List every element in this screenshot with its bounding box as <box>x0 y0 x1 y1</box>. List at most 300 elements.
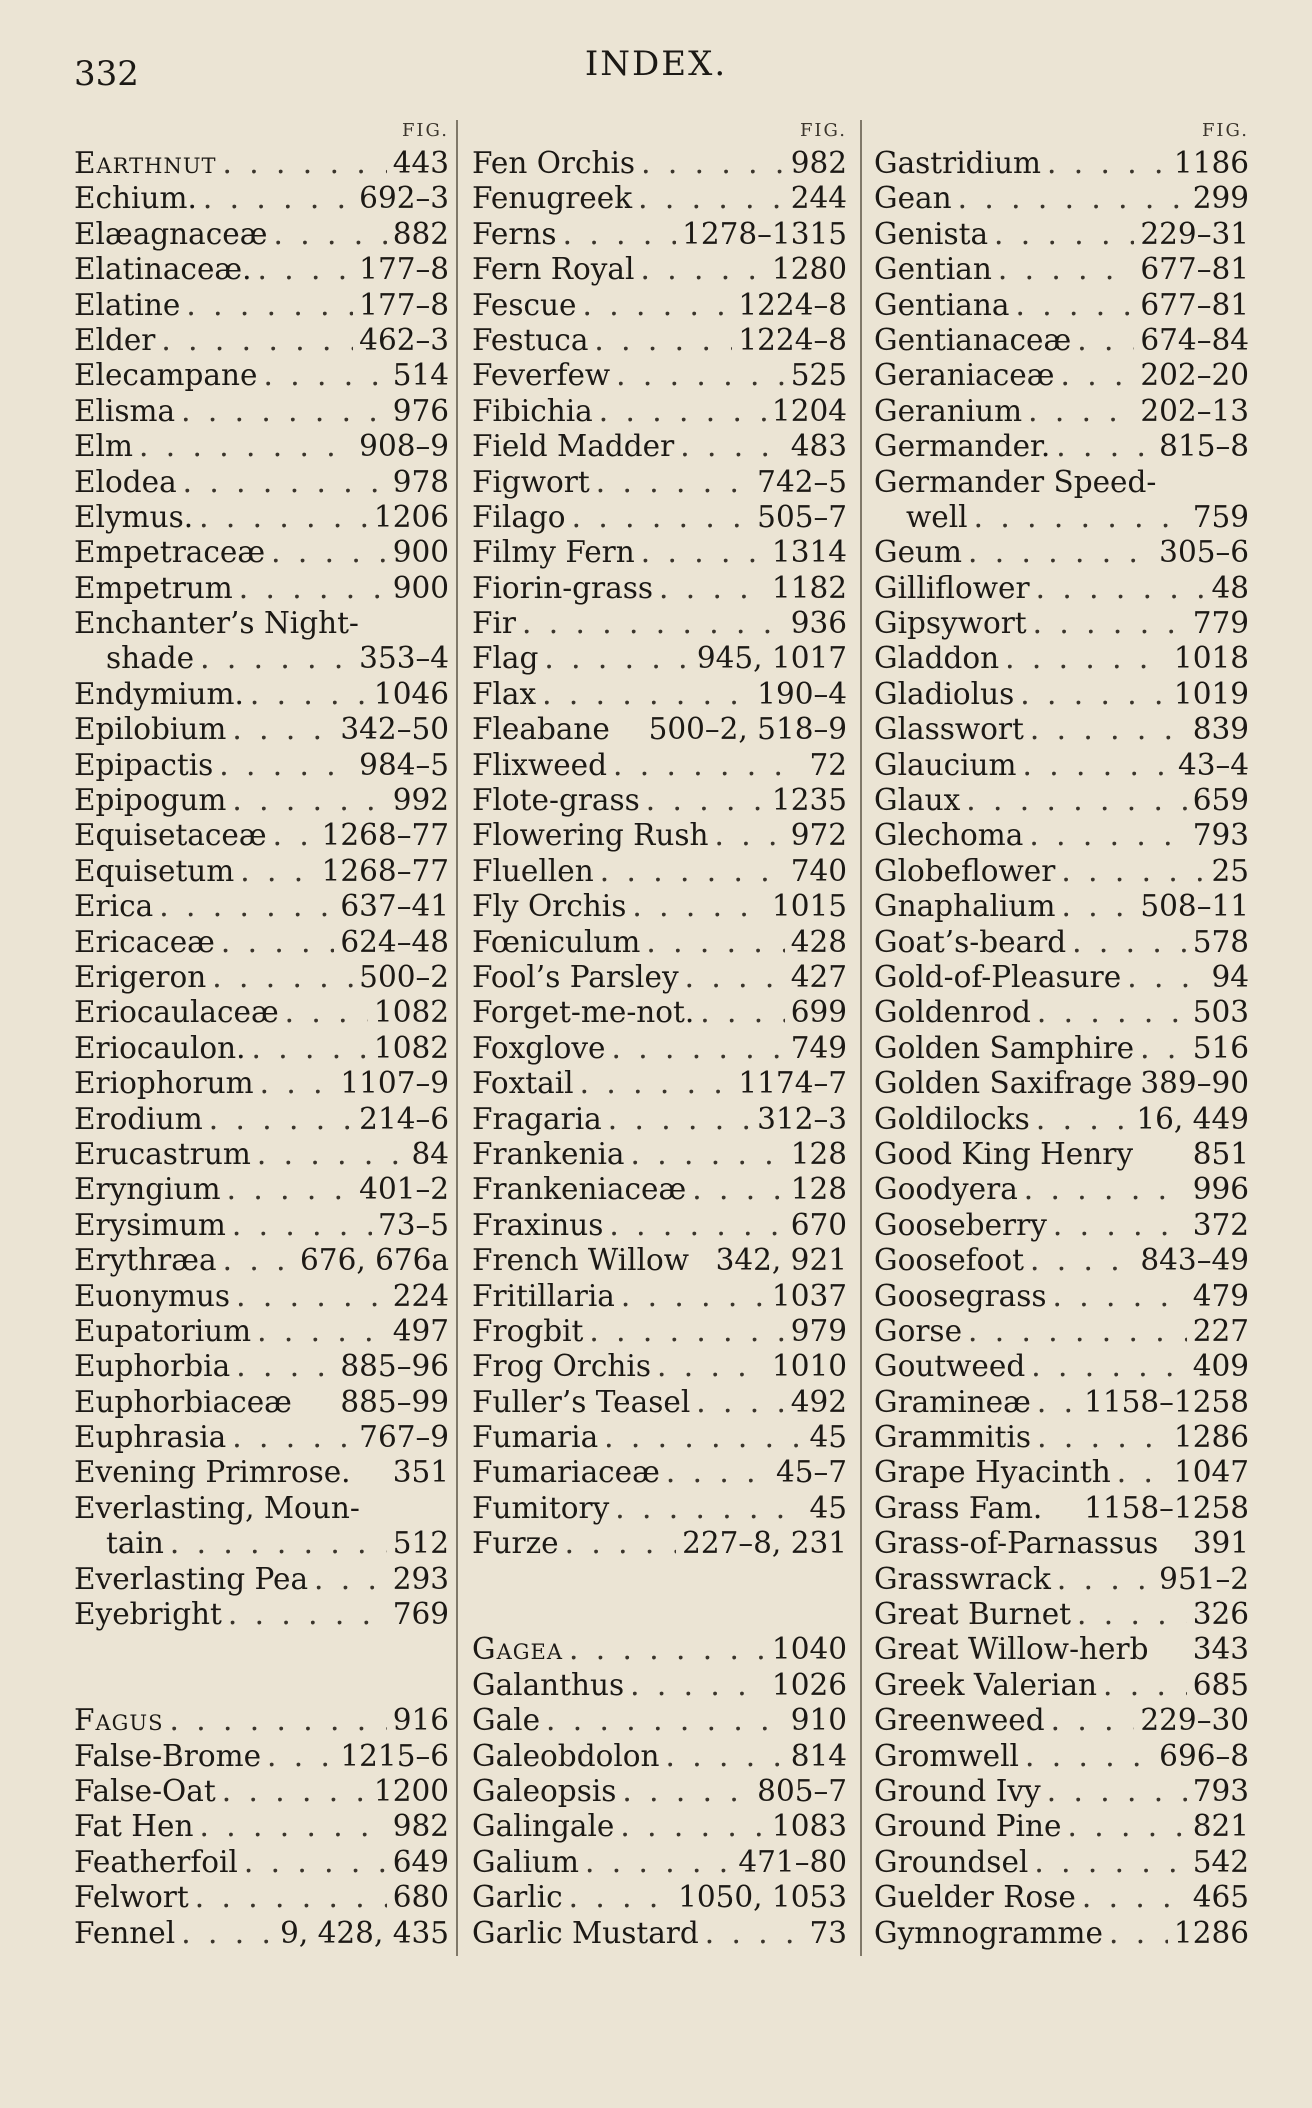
dot-leader <box>589 1314 784 1349</box>
dot-leader <box>974 500 1187 535</box>
index-entry <box>74 1597 449 1632</box>
index-entry <box>74 217 449 252</box>
index-term: Goldenrod <box>874 995 1031 1030</box>
index-entry <box>874 146 1249 181</box>
index-entry <box>74 889 449 924</box>
dot-leader <box>594 323 732 358</box>
dot-leader <box>161 323 353 358</box>
column-rule <box>860 120 862 1956</box>
dot-leader <box>705 1916 804 1951</box>
index-entry <box>74 1385 449 1420</box>
index-entry <box>74 535 449 570</box>
dot-leader <box>1103 1668 1187 1703</box>
index-term: Figwort <box>472 464 590 499</box>
dot-leader <box>1028 394 1134 429</box>
dot-leader <box>244 1845 387 1880</box>
index-entry <box>874 641 1249 676</box>
index-term: Flag <box>472 641 539 676</box>
index-term: Eriophorum <box>74 1066 254 1101</box>
index-entry <box>874 1420 1249 1455</box>
figure-reference: 1278–1315 <box>682 216 847 251</box>
dot-leader <box>170 1703 387 1738</box>
index-entry <box>874 1916 1249 1951</box>
dot-leader <box>181 1916 274 1951</box>
figure-reference: 1026 <box>771 1667 847 1702</box>
index-entry <box>74 1739 449 1774</box>
figure-reference: 1224–8 <box>738 287 847 322</box>
figure-reference: 343 <box>1192 1632 1249 1667</box>
index-term: Erica <box>74 889 154 924</box>
figure-reference: 793 <box>1192 818 1249 853</box>
figure-reference: 503 <box>1192 995 1249 1030</box>
figure-reference: 1047 <box>1173 1455 1249 1490</box>
index-term: Elymus. <box>74 499 194 534</box>
index-term: Fat Hen <box>74 1809 194 1844</box>
dot-leader <box>968 535 1153 570</box>
index-entry <box>472 1916 847 1951</box>
index-term: Glaux <box>874 783 961 818</box>
figure-reference: 769 <box>392 1597 449 1632</box>
index-term: Ericaceæ <box>74 924 215 959</box>
dot-leader <box>966 783 1186 818</box>
figure-reference: 465 <box>1192 1880 1249 1915</box>
index-entry <box>874 288 1249 323</box>
dot-leader <box>563 217 677 252</box>
index-entry <box>74 429 449 464</box>
index-entry <box>74 925 449 960</box>
index-entry <box>74 1102 449 1137</box>
dot-leader <box>632 889 766 924</box>
dot-leader <box>273 818 316 853</box>
dot-leader <box>1053 1279 1187 1314</box>
index-term: Gramineæ <box>874 1384 1031 1419</box>
index-term: Glaucium <box>874 747 1017 782</box>
index-term: Everlasting Pea <box>74 1561 309 1596</box>
index-term: Geranium <box>874 393 1023 428</box>
dot-leader <box>250 677 368 712</box>
index-entry <box>472 1491 847 1526</box>
dot-leader <box>613 748 803 783</box>
index-term: Garlic Mustard <box>472 1915 699 1950</box>
index-term: Gilliflower <box>874 570 1030 605</box>
dot-leader <box>994 217 1134 252</box>
index-term: Fen Orchis <box>472 146 636 180</box>
index-entry <box>874 1739 1249 1774</box>
index-term: Fagus <box>74 1703 164 1738</box>
index-term: Galeobdolon <box>472 1738 660 1773</box>
dot-leader <box>666 1739 785 1774</box>
figure-reference: 9, 428, 435 <box>280 1915 449 1950</box>
index-entry <box>874 1279 1249 1314</box>
index-term: Echium. <box>74 181 197 216</box>
dot-leader <box>221 925 335 960</box>
figure-reference: 45 <box>809 1490 847 1525</box>
index-term: Gooseberry <box>874 1207 1047 1242</box>
figure-reference: 500–2 <box>359 959 449 994</box>
index-entry <box>74 1845 449 1880</box>
figure-reference: 443 <box>392 146 449 180</box>
index-term: Gold-of-Pleasure <box>874 959 1122 994</box>
index-entry <box>472 1349 847 1384</box>
figure-reference: 624–48 <box>340 924 449 959</box>
dot-leader <box>1109 1916 1168 1951</box>
figure-reference: 508–11 <box>1140 889 1249 924</box>
figure-reference: 128 <box>790 1136 847 1171</box>
dot-leader <box>232 712 334 747</box>
index-term: Fraxinus <box>472 1207 604 1242</box>
index-column-3 <box>874 120 1249 1951</box>
index-term: Gean <box>874 181 952 216</box>
index-term: Gromwell <box>874 1738 1019 1773</box>
dot-leader <box>1077 1597 1187 1632</box>
figure-reference: 229–30 <box>1140 1703 1249 1738</box>
index-term: Grasswrack <box>874 1561 1051 1596</box>
index-entry <box>74 1420 449 1455</box>
dot-leader <box>1031 1349 1186 1384</box>
index-entry <box>472 1632 847 1667</box>
dot-leader <box>522 606 785 641</box>
index-term: Goutweed <box>874 1349 1026 1384</box>
figure-reference: 190–4 <box>757 676 847 711</box>
index-entry <box>472 252 847 287</box>
dot-leader <box>659 571 766 606</box>
index-entry <box>472 429 847 464</box>
figure-reference: 1050, 1053 <box>678 1880 847 1915</box>
figure-reference: 72 <box>809 747 847 782</box>
index-term: Geum <box>874 535 962 570</box>
index-entry <box>74 181 449 216</box>
dot-leader <box>170 1526 387 1561</box>
index-entry <box>74 1703 449 1738</box>
figure-reference: 982 <box>392 1809 449 1844</box>
dot-leader <box>542 677 751 712</box>
index-entry <box>874 1491 1249 1526</box>
index-entry <box>874 1066 1249 1101</box>
index-term: Everlasting, Moun- <box>74 1490 360 1525</box>
dot-leader <box>599 394 766 429</box>
figure-reference: 342–50 <box>340 712 449 747</box>
dot-leader <box>1034 1845 1186 1880</box>
index-term: Grammitis <box>874 1420 1032 1455</box>
index-entry <box>874 1526 1249 1561</box>
index-term: Euphorbia <box>74 1349 231 1384</box>
index-entry <box>74 606 449 641</box>
index-entry <box>472 465 847 500</box>
index-entry <box>874 854 1249 889</box>
figure-reference: 685 <box>1192 1667 1249 1702</box>
figure-reference: 767–9 <box>359 1420 449 1455</box>
index-term: Grass-of-Parnassus <box>874 1526 1159 1561</box>
index-term: Flixweed <box>472 747 608 782</box>
index-term: Equisetaceæ <box>74 818 267 853</box>
index-entry <box>874 1632 1249 1667</box>
dot-leader <box>1056 429 1153 464</box>
dot-leader <box>222 1774 368 1809</box>
index-entry <box>472 1172 847 1207</box>
figure-reference: 73–5 <box>377 1207 449 1242</box>
dot-leader <box>183 465 387 500</box>
index-term: Fumaria <box>472 1420 599 1455</box>
figure-reference: 227–8, 231 <box>682 1526 847 1561</box>
dot-leader <box>1025 1739 1153 1774</box>
dot-leader <box>1024 1172 1187 1207</box>
index-entry <box>472 394 847 429</box>
index-entry <box>874 1031 1249 1066</box>
index-entry <box>874 181 1249 216</box>
figure-reference: 637–41 <box>340 889 449 924</box>
figure-reference: 1037 <box>771 1278 847 1313</box>
index-entry <box>74 465 449 500</box>
index-term: Fibichia <box>472 393 593 428</box>
index-entry <box>74 1279 449 1314</box>
figure-reference: 699 <box>790 995 847 1030</box>
index-column-1 <box>74 120 449 1951</box>
dot-leader <box>1029 818 1186 853</box>
index-term: Gale <box>472 1703 541 1738</box>
dot-leader <box>546 1703 785 1738</box>
index-term: Golden Saxifrage <box>874 1066 1133 1101</box>
figure-reference: 342, 921 <box>715 1243 847 1278</box>
index-term: Epilobium <box>74 712 227 747</box>
index-entry <box>874 500 1249 535</box>
figure-reference: 1235 <box>771 783 847 818</box>
dot-leader <box>252 1031 368 1066</box>
figure-reference: 389–90 <box>1140 1066 1249 1101</box>
index-term: Euphrasia <box>74 1420 227 1455</box>
figure-reference: 1182 <box>771 570 847 605</box>
figure-reference: 1158–1258 <box>1084 1490 1249 1525</box>
figure-reference: 177–8 <box>359 287 449 322</box>
figure-reference: 1158–1258 <box>1084 1384 1249 1419</box>
figure-reference: 244 <box>790 181 847 216</box>
index-term: Great Willow-herb <box>874 1632 1149 1667</box>
dot-leader <box>223 1243 294 1278</box>
index-entry <box>74 1562 449 1597</box>
dot-leader <box>1061 854 1205 889</box>
figure-reference: 936 <box>790 606 847 641</box>
dot-leader <box>998 252 1134 287</box>
index-entry <box>472 1526 847 1561</box>
index-entry <box>874 1208 1249 1243</box>
dot-leader <box>273 217 386 252</box>
dot-leader <box>271 535 387 570</box>
index-term: Frogbit <box>472 1313 584 1348</box>
index-term: Erigeron <box>74 959 207 994</box>
index-entry <box>874 252 1249 287</box>
index-entry <box>472 181 847 216</box>
dot-leader <box>260 1066 335 1101</box>
dot-leader <box>646 783 766 818</box>
figure-reference: 821 <box>1192 1809 1249 1844</box>
index-entry <box>874 995 1249 1030</box>
index-term: Geraniaceæ <box>874 358 1055 393</box>
index-entry <box>472 606 847 641</box>
dot-leader <box>596 465 751 500</box>
dot-leader <box>640 252 765 287</box>
index-entry <box>74 1208 449 1243</box>
index-term: Galingale <box>472 1809 615 1844</box>
index-entry <box>472 818 847 853</box>
index-term: False-Brome <box>74 1738 262 1773</box>
index-entry <box>874 1455 1249 1490</box>
index-entry <box>74 995 449 1030</box>
figure-reference: 1082 <box>373 995 449 1030</box>
dot-leader <box>1016 288 1135 323</box>
index-term: Euonymus <box>74 1278 231 1313</box>
index-term: Featherfoil <box>74 1844 238 1879</box>
index-entry <box>472 854 847 889</box>
dot-leader <box>1033 606 1187 641</box>
index-term: Fennel <box>74 1915 176 1950</box>
figure-reference: 578 <box>1192 924 1249 959</box>
index-entry <box>472 1208 847 1243</box>
index-term: Garlic <box>472 1880 563 1915</box>
dot-leader <box>1057 1562 1153 1597</box>
index-entry <box>472 641 847 676</box>
index-term: Equisetum <box>74 853 235 888</box>
index-term: Grape Hyacinth <box>874 1455 1111 1490</box>
index-entry <box>472 748 847 783</box>
index-entry <box>472 925 847 960</box>
figure-reference: 1010 <box>771 1349 847 1384</box>
figure-reference: 916 <box>392 1703 449 1738</box>
dot-leader <box>199 1809 386 1844</box>
index-term: Golden Samphire <box>874 1030 1135 1065</box>
figure-reference: 497 <box>392 1313 449 1348</box>
figure-reference: 1015 <box>771 889 847 924</box>
figure-reference: 1019 <box>1173 676 1249 711</box>
figure-reference: 1286 <box>1173 1420 1249 1455</box>
dot-leader <box>1023 748 1172 783</box>
index-entry <box>874 1172 1249 1207</box>
dot-leader <box>611 1031 784 1066</box>
index-entry <box>472 1703 847 1738</box>
fig-column-label: FIG. <box>401 120 449 141</box>
figure-reference: 1107–9 <box>340 1066 449 1101</box>
figure-reference: 815–8 <box>1159 429 1249 464</box>
dot-leader <box>585 1845 732 1880</box>
fig-column-label: FIG. <box>1201 120 1249 141</box>
index-term: Galanthus <box>472 1667 625 1702</box>
dot-leader <box>700 995 784 1030</box>
figure-reference: 505–7 <box>757 499 847 534</box>
index-entry <box>472 1455 847 1490</box>
dot-leader <box>1140 1031 1187 1066</box>
index-term: False-Oat <box>74 1773 216 1808</box>
index-term: Foxglove <box>472 1030 606 1065</box>
index-term: Goldilocks <box>874 1101 1030 1136</box>
index-term: tain <box>106 1526 164 1561</box>
figure-reference: 45–7 <box>775 1455 847 1490</box>
index-term: Gentianaceæ <box>874 322 1072 357</box>
dot-leader <box>685 960 785 995</box>
dot-leader <box>582 288 732 323</box>
figure-reference: 500–2, 518–9 <box>648 712 847 747</box>
index-entry <box>472 1668 847 1703</box>
figure-reference: 224 <box>392 1278 449 1313</box>
figure-reference: 43–4 <box>1177 747 1249 782</box>
figure-reference: 1314 <box>771 535 847 570</box>
figure-reference: 759 <box>1192 499 1249 534</box>
index-term: Empetrum <box>74 570 233 605</box>
index-term: Ground Pine <box>874 1809 1062 1844</box>
figure-reference: 128 <box>790 1172 847 1207</box>
dot-leader <box>1082 1880 1187 1915</box>
index-entry <box>874 606 1249 641</box>
index-entry <box>472 783 847 818</box>
index-term: Filago <box>472 499 566 534</box>
index-term: Gladdon <box>874 641 1000 676</box>
dot-leader <box>715 818 785 853</box>
index-term: Fœniculum <box>472 924 641 959</box>
index-entry <box>874 1314 1249 1349</box>
index-entry <box>874 1809 1249 1844</box>
figure-reference: 1083 <box>771 1809 847 1844</box>
dot-leader <box>1020 677 1168 712</box>
index-entry <box>874 1137 1249 1172</box>
index-entry <box>74 394 449 429</box>
column-rule <box>456 120 458 1956</box>
figure-reference: 649 <box>392 1844 449 1879</box>
index-entry <box>472 1420 847 1455</box>
dot-leader <box>1061 889 1134 924</box>
index-term: Frog Orchis <box>472 1349 651 1384</box>
figure-reference: 900 <box>392 535 449 570</box>
index-term: Fenugreek <box>472 181 633 216</box>
index-term: Epipactis <box>74 747 214 782</box>
index-entry <box>472 1774 847 1809</box>
dot-leader <box>620 1809 766 1844</box>
figure-reference: 45 <box>809 1420 847 1455</box>
dot-leader <box>240 854 315 889</box>
index-entry <box>874 1880 1249 1915</box>
index-term: Elm <box>74 429 133 464</box>
index-entry <box>874 1243 1249 1278</box>
figure-reference: 214–6 <box>359 1101 449 1136</box>
figure-reference: 908–9 <box>359 429 449 464</box>
figure-reference: 1206 <box>373 499 449 534</box>
index-term: Empetraceæ <box>74 535 266 570</box>
dot-leader <box>615 1491 803 1526</box>
index-term: Good King Henry <box>874 1136 1134 1171</box>
figure-reference: 409 <box>1192 1349 1249 1384</box>
figure-reference: 1082 <box>373 1030 449 1065</box>
figure-reference: 25 <box>1211 853 1249 888</box>
figure-reference: 951–2 <box>1159 1561 1249 1596</box>
figure-reference: 227 <box>1192 1313 1249 1348</box>
index-entry <box>472 995 847 1030</box>
figure-reference: 1286 <box>1173 1915 1249 1950</box>
dot-leader <box>657 1349 766 1384</box>
index-entry <box>874 1562 1249 1597</box>
dot-leader <box>232 783 386 818</box>
index-entry <box>74 358 449 393</box>
index-term: Goosefoot <box>874 1243 1024 1278</box>
index-entry <box>874 217 1249 252</box>
dot-leader <box>631 1137 785 1172</box>
index-entry <box>472 1243 847 1278</box>
dot-leader <box>212 960 353 995</box>
dot-leader <box>1051 1703 1135 1738</box>
dot-leader <box>641 535 766 570</box>
dot-leader <box>638 181 785 216</box>
index-entry <box>74 854 449 889</box>
index-term: Gentian <box>874 252 992 287</box>
index-term: Festuca <box>472 322 589 357</box>
figure-reference: 996 <box>1192 1172 1249 1207</box>
index-term: Fumariaceæ <box>472 1455 660 1490</box>
index-term: French Willow <box>472 1243 690 1278</box>
